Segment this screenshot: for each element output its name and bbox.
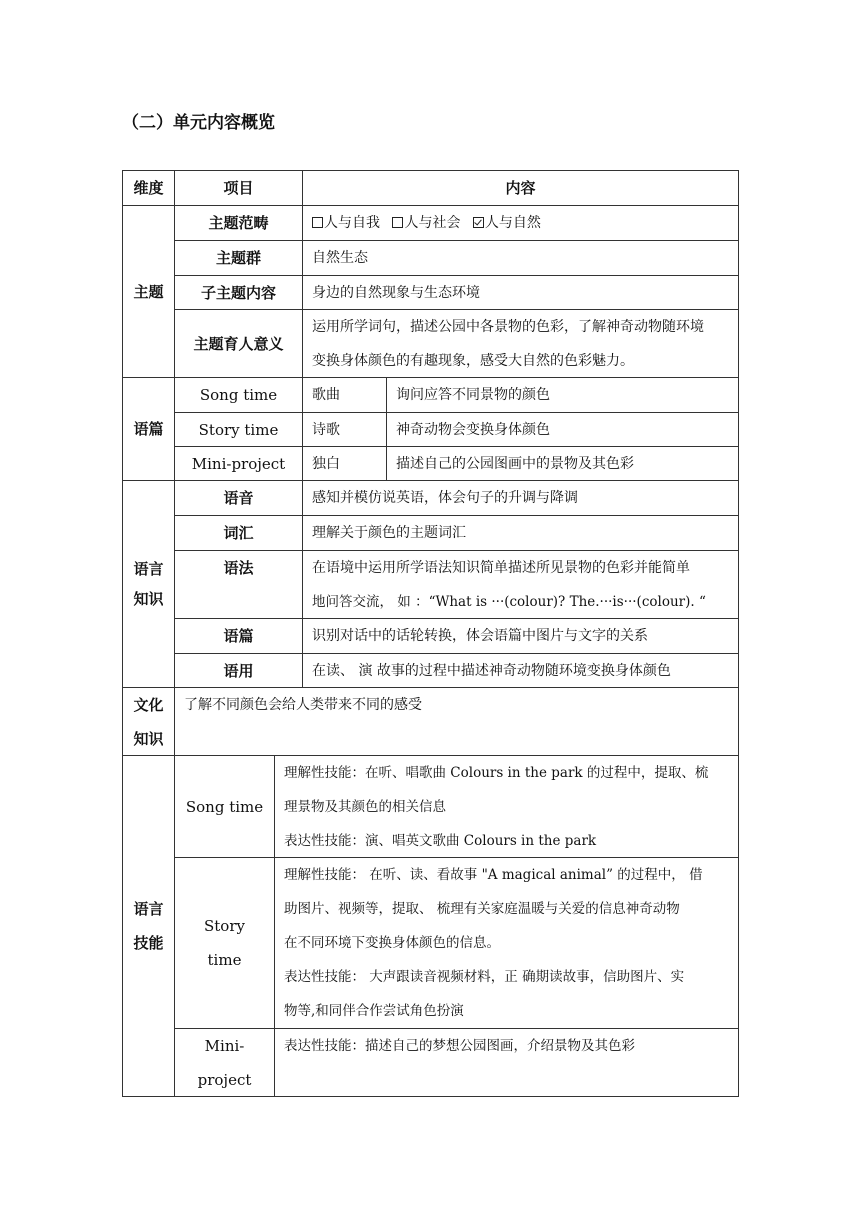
usage-value: 在读、 演 故事的过程中描述神奇动物随环境变换身体颜色 bbox=[303, 654, 739, 688]
checkbox-icon bbox=[392, 217, 403, 228]
header-dimension: 维度 bbox=[123, 171, 175, 206]
discourse-content-mini: 描述自己的公园图画中的景物及其色彩 bbox=[387, 447, 739, 481]
skills-mini-value: 表达性技能：描述自己的梦想公园图画，介绍景物及其色彩 bbox=[275, 1029, 739, 1097]
discourse-item-mini: Mini-project bbox=[175, 447, 303, 481]
skills-song-value: 理解性技能：在听、唱歌曲 Colours in the park 的过程中，提取、梳 理景物及其颜色的相关信息 表达性技能：演、唱英文歌曲 Colours in the park bbox=[275, 756, 739, 858]
option-self[interactable]: 人与自我 bbox=[312, 215, 380, 231]
text-value: 识别对话中的话轮转换，体会语篇中图片与文字的关系 bbox=[303, 619, 739, 654]
language-skills-label: 语言 技能 bbox=[123, 756, 175, 1097]
discourse-dimension-label: 语篇 bbox=[123, 378, 175, 481]
discourse-type-song: 歌曲 bbox=[303, 378, 387, 413]
skills-mini-label: Mini- project bbox=[175, 1029, 275, 1097]
grammar-value: 在语境中运用所学语法知识简单描述所见景物的色彩并能简单 地问答交流， 如 ：“What is ···(colour)? The.···is···(colour). “ bbox=[303, 551, 739, 619]
theme-group-label: 主题群 bbox=[175, 241, 303, 276]
header-item: 项目 bbox=[175, 171, 303, 206]
text-label: 语篇 bbox=[175, 619, 303, 654]
phonetics-value: 感知并模仿说英语，体会句子的升调与降调 bbox=[303, 481, 739, 516]
usage-label: 语用 bbox=[175, 654, 303, 688]
culture-knowledge-value: 了解不同颜色会给人类带来不同的感受 bbox=[175, 688, 739, 756]
discourse-content-story: 神奇动物会变换身体颜色 bbox=[387, 413, 739, 447]
skills-story-label: Story time bbox=[175, 858, 275, 1029]
section-title: （二）单元内容概览 bbox=[122, 113, 275, 133]
vocabulary-label: 词汇 bbox=[175, 516, 303, 551]
header-content: 内容 bbox=[303, 171, 739, 206]
education-meaning-value: 运用所学词句，描述公园中各景物的色彩，了解神奇动物随环境 变换身体颜色的有趣现象，感受大自然的色彩魅力。 bbox=[303, 310, 739, 378]
checked-checkbox-icon bbox=[473, 217, 484, 228]
discourse-item-story: Story time bbox=[175, 413, 303, 447]
education-meaning-label: 主题育人意义 bbox=[175, 310, 303, 378]
sub-theme-value: 身边的自然现象与生态环境 bbox=[303, 276, 739, 310]
theme-category-label: 主题范畴 bbox=[175, 206, 303, 241]
phonetics-label: 语音 bbox=[175, 481, 303, 516]
language-knowledge-label: 语言 知识 bbox=[123, 481, 175, 688]
vocabulary-value: 理解关于颜色的主题词汇 bbox=[303, 516, 739, 551]
culture-knowledge-label: 文化 知识 bbox=[123, 688, 175, 756]
discourse-type-story: 诗歌 bbox=[303, 413, 387, 447]
theme-group-value: 自然生态 bbox=[303, 241, 739, 276]
discourse-type-mini: 独白 bbox=[303, 447, 387, 481]
discourse-content-song: 询问应答不同景物的颜色 bbox=[387, 378, 739, 413]
theme-dimension-label: 主题 bbox=[123, 206, 175, 378]
grammar-label: 语法 bbox=[175, 551, 303, 619]
discourse-item-song: Song time bbox=[175, 378, 303, 413]
skills-story-value: 理解性技能： 在听、读、看故事 "A magical animal” 的过程中， 借 助图片、视频等，提取、 梳理有关家庭温暖与关爱的信息神奇动物 在不同环境下变换身体颜色的信息。 表达性技能： 大声跟读音视频材料，正 确期读故事，信助图片、实 物等,和同伴合作尝试角色扮演 bbox=[275, 858, 739, 1029]
option-nature[interactable]: 人与自然 bbox=[473, 215, 541, 231]
sub-theme-label: 子主题内容 bbox=[175, 276, 303, 310]
unit-overview-table bbox=[122, 170, 739, 1097]
skills-song-label: Song time bbox=[175, 756, 275, 858]
theme-category-options bbox=[303, 206, 739, 241]
option-society[interactable]: 人与社会 bbox=[392, 215, 460, 231]
checkbox-icon bbox=[312, 217, 323, 228]
